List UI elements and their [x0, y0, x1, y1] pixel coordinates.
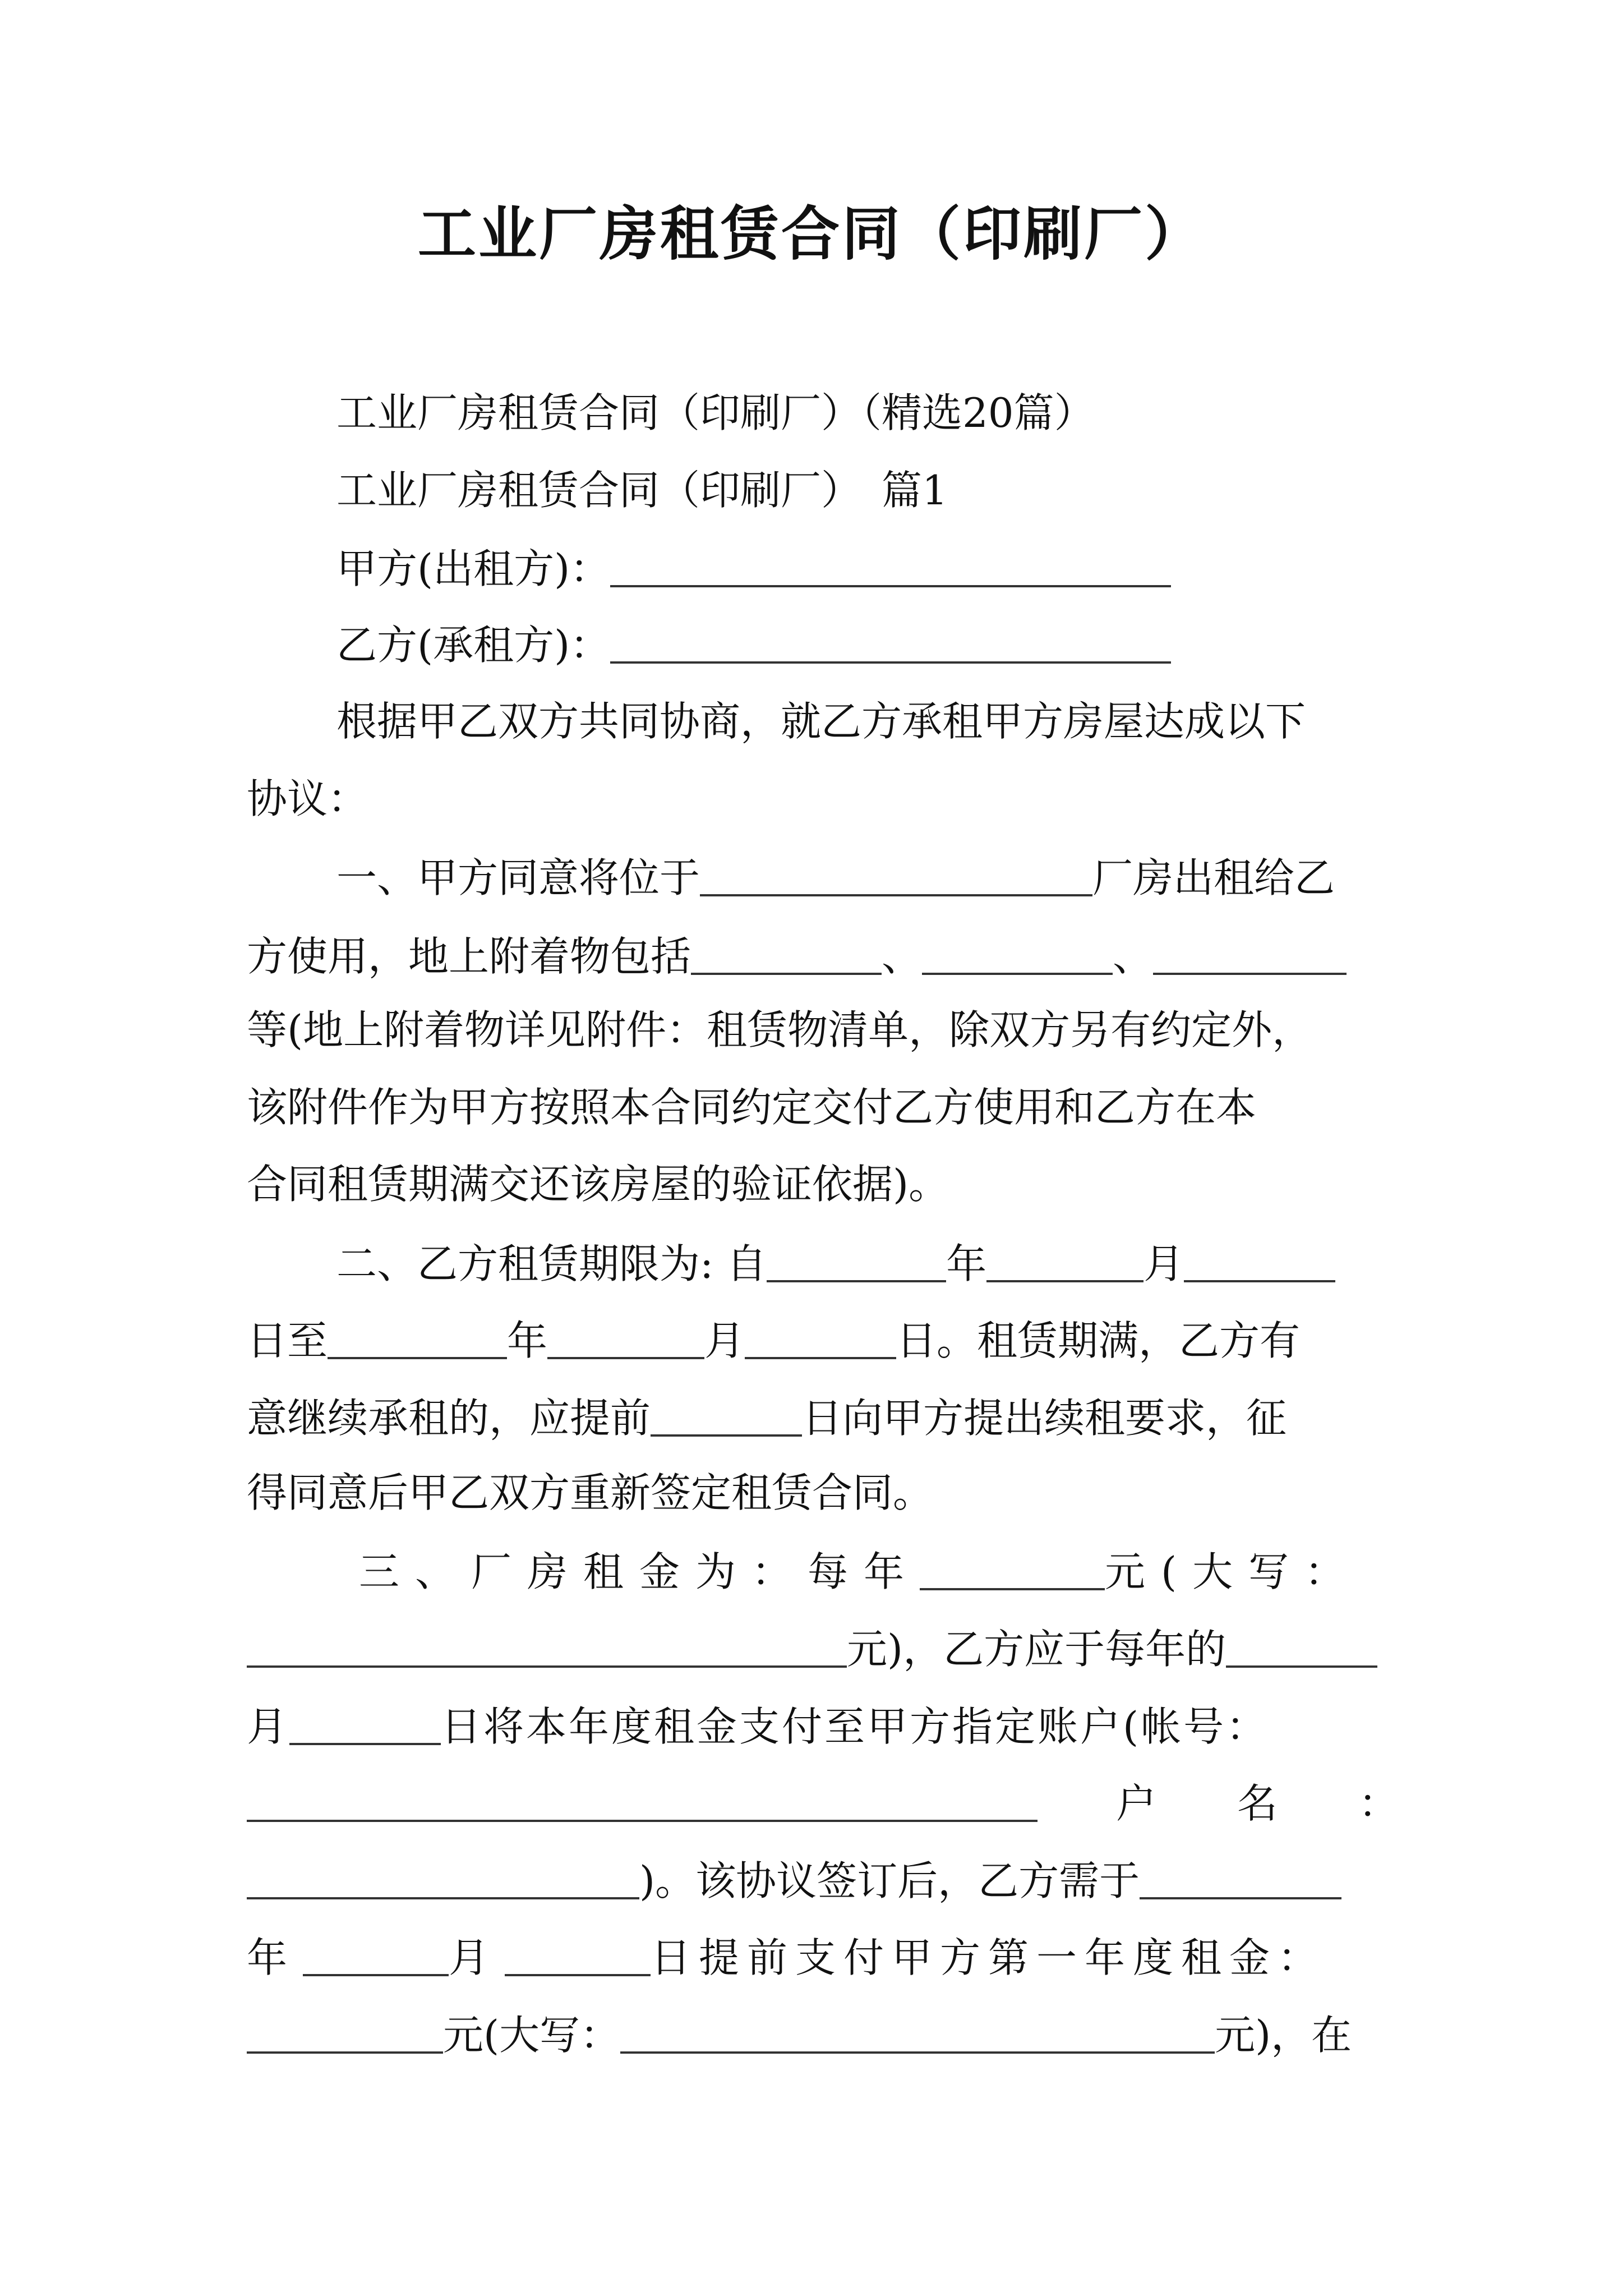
year-label: 年 [946, 1240, 987, 1288]
clause-2-line-4: 得同意后甲乙双方重新签定租赁合同。 [247, 1469, 934, 1516]
blank-field[interactable] [986, 1246, 1144, 1282]
clause-1-line-3: 等(地上附着物详见附件：租赁物清单，除双方另有约定外， [247, 1006, 1313, 1053]
separator: 、 [1113, 933, 1154, 981]
blank-field[interactable] [767, 1246, 946, 1282]
clause-3-line-7 [247, 2012, 1352, 2059]
blank-field[interactable] [922, 938, 1113, 975]
day-to-label: 日至 [247, 1317, 328, 1365]
document-title: 工业厂房租赁合同（印刷厂） [417, 199, 1205, 268]
blank-field[interactable] [289, 1709, 441, 1745]
blank-field[interactable] [700, 860, 1092, 896]
blank-field[interactable] [303, 1940, 449, 1976]
clause-text: )。该协议签订后，乙方需于 [639, 1857, 1140, 1905]
clause-text: 日提前支付甲方第一年度租金： [651, 1934, 1326, 1982]
blank-field[interactable] [691, 938, 882, 975]
clause-text: 日将本年度租金支付至甲方指定账户(帐号： [441, 1703, 1269, 1751]
section-heading: 工业厂房租赁合同（印刷厂） 篇1 [336, 467, 948, 514]
blank-field[interactable] [651, 1400, 802, 1437]
blank-field[interactable] [1226, 1631, 1377, 1668]
blank-field[interactable] [547, 1323, 704, 1359]
account-name-label: 户 名 ： [1116, 1780, 1399, 1828]
clause-1-line-4: 该附件作为甲方按照本合同约定交付乙方使用和乙方在本 [247, 1084, 1257, 1131]
blank-field[interactable] [247, 1786, 1038, 1822]
blank-field[interactable] [610, 627, 1171, 664]
month-label: 月 [449, 1934, 497, 1982]
clause-text: 一、甲方同意将位于 [336, 854, 700, 902]
clause-3-line-5 [247, 1857, 1341, 1905]
clause-text: 日向甲方提出续租要求，征 [802, 1395, 1287, 1442]
clause-2-line-3 [247, 1395, 1287, 1442]
blank-field[interactable] [610, 551, 1171, 587]
clause-1-line-1 [336, 854, 1335, 902]
blank-field[interactable] [247, 1863, 639, 1899]
blank-field[interactable] [328, 1323, 507, 1359]
month-label: 月 [1144, 1240, 1184, 1288]
blank-field[interactable] [1153, 938, 1347, 975]
blank-field[interactable] [505, 1940, 651, 1976]
clause-text: 元(大写： [443, 2012, 621, 2059]
clause-text: 方使用，地上附着物包括 [247, 933, 691, 981]
clause-text: 元)，乙方应于每年的 [847, 1626, 1227, 1673]
clause-3-line-1 [359, 1548, 1361, 1596]
intro-line-1: 根据甲乙双方共同协商，就乙方承租甲方房屋达成以下 [336, 698, 1306, 745]
blank-field[interactable] [1184, 1246, 1335, 1282]
separator: 、 [882, 933, 923, 981]
clause-text: 日。租赁期满，乙方有 [896, 1317, 1301, 1365]
clause-3-line-3 [247, 1703, 1269, 1751]
blank-field[interactable] [247, 2017, 443, 2054]
clause-1-line-2 [247, 933, 1347, 981]
blank-field[interactable] [620, 2017, 1215, 2054]
clause-text: 三、厂房租金为：每年 [359, 1548, 920, 1596]
clause-2-line-2 [247, 1317, 1301, 1365]
clause-3-line-6 [247, 1934, 1326, 1982]
intro-line-2: 协议： [247, 775, 368, 822]
party-a-line [336, 545, 1171, 593]
clause-1-line-5: 合同租赁期满交还该房屋的验证依据)。 [247, 1161, 949, 1208]
year-label: 年 [247, 1934, 296, 1982]
clause-text: 元(大写： [1105, 1548, 1361, 1596]
party-a-label: 甲方(出租方)： [336, 545, 611, 593]
clause-2-line-1 [336, 1240, 1335, 1288]
blank-field[interactable] [1140, 1863, 1341, 1899]
clause-text: 意继续承租的，应提前 [247, 1395, 651, 1442]
blank-field[interactable] [247, 1631, 847, 1668]
subtitle: 工业厂房租赁合同（印刷厂）（精选20篇） [336, 389, 1095, 436]
year-label: 年 [507, 1317, 548, 1365]
month-label: 月 [704, 1317, 745, 1365]
clause-text: 二、乙方租赁期限为: 自 [336, 1240, 767, 1288]
clause-3-line-4 [247, 1780, 1399, 1828]
party-b-label: 乙方(承租方)： [336, 622, 611, 669]
blank-field[interactable] [745, 1323, 896, 1359]
clause-3-line-2 [247, 1626, 1377, 1673]
month-label: 月 [247, 1703, 290, 1751]
party-b-line [336, 622, 1171, 669]
clause-text: 厂房出租给乙 [1092, 854, 1335, 902]
clause-text: 元)，在 [1215, 2012, 1352, 2059]
blank-field[interactable] [920, 1554, 1105, 1590]
